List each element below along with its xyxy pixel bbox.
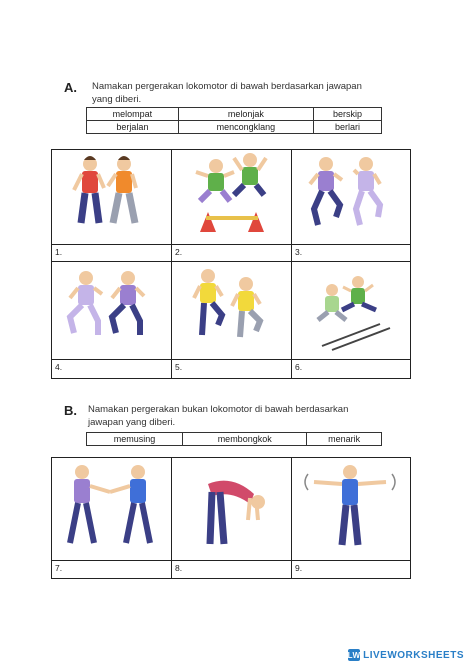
skipping-boys-icon (292, 150, 409, 242)
answer-box-2[interactable] (171, 244, 292, 262)
picture-cell-4 (51, 261, 172, 360)
answer-number: 3. (295, 247, 303, 257)
word-bank-item: berskip (313, 108, 381, 121)
word-bank-b (86, 432, 382, 446)
answer-number: 7. (55, 563, 63, 573)
answer-number: 5. (175, 362, 183, 372)
word-bank-a (86, 107, 382, 134)
section-a-instruction (92, 80, 362, 106)
answer-box-6[interactable] (291, 359, 411, 379)
pulling-partners-icon (52, 458, 170, 558)
hopping-boys-icon (172, 262, 290, 357)
word-bank-item: berlari (313, 121, 381, 134)
answer-box-8[interactable] (171, 560, 292, 579)
liveworksheets-footer[interactable] (348, 649, 464, 661)
answer-box-3[interactable] (291, 244, 411, 262)
answer-number: 6. (295, 362, 303, 372)
word-bank-item: mencongklang (178, 121, 313, 134)
answer-box-7[interactable] (51, 560, 172, 579)
picture-cell-7 (51, 457, 172, 561)
answer-number: 1. (55, 247, 63, 257)
running-leap-icon (292, 262, 409, 357)
word-bank-item: membongkok (183, 433, 307, 446)
word-bank-item: melompat (87, 108, 179, 121)
answer-box-5[interactable] (171, 359, 292, 379)
answer-number: 2. (175, 247, 183, 257)
picture-cell-9 (291, 457, 411, 561)
picture-cell-6 (291, 261, 411, 360)
liveworksheets-logo-icon: LW (347, 650, 361, 660)
picture-cell-3 (291, 149, 411, 245)
section-b-instruction (88, 403, 348, 429)
picture-cell-5 (171, 261, 292, 360)
instruction-line-2: jawapan yang diberi. (88, 417, 176, 428)
word-bank-item: berjalan (87, 121, 179, 134)
picture-cell-2 (171, 149, 292, 245)
section-b-label: B. (64, 403, 77, 418)
answer-box-9[interactable] (291, 560, 411, 579)
bending-boy-icon (172, 458, 290, 558)
instruction-line-1: Namakan pergerakan lokomotor di bawah berdasarkan jawapan (92, 81, 362, 92)
jumping-over-hurdle-icon (172, 150, 290, 242)
galloping-boys-icon (52, 262, 170, 357)
answer-box-4[interactable] (51, 359, 172, 379)
answer-number: 8. (175, 563, 183, 573)
twisting-boy-icon (292, 458, 409, 558)
answer-number: 4. (55, 362, 63, 372)
answer-box-1[interactable] (51, 244, 172, 262)
picture-cell-8 (171, 457, 292, 561)
walking-boys-icon (52, 150, 170, 242)
instruction-line-1: Namakan pergerakan bukan lokomotor di bawah berdasarkan (88, 404, 349, 415)
section-a-label: A. (64, 80, 77, 95)
word-bank-item: memusing (87, 433, 183, 446)
instruction-line-2: yang diberi. (92, 94, 142, 105)
answer-number: 9. (295, 563, 303, 573)
word-bank-item: melonjak (178, 108, 313, 121)
brand-text: LIVEWORKSHEETS (363, 649, 464, 661)
picture-cell-1 (51, 149, 172, 245)
word-bank-item: menarik (307, 433, 382, 446)
